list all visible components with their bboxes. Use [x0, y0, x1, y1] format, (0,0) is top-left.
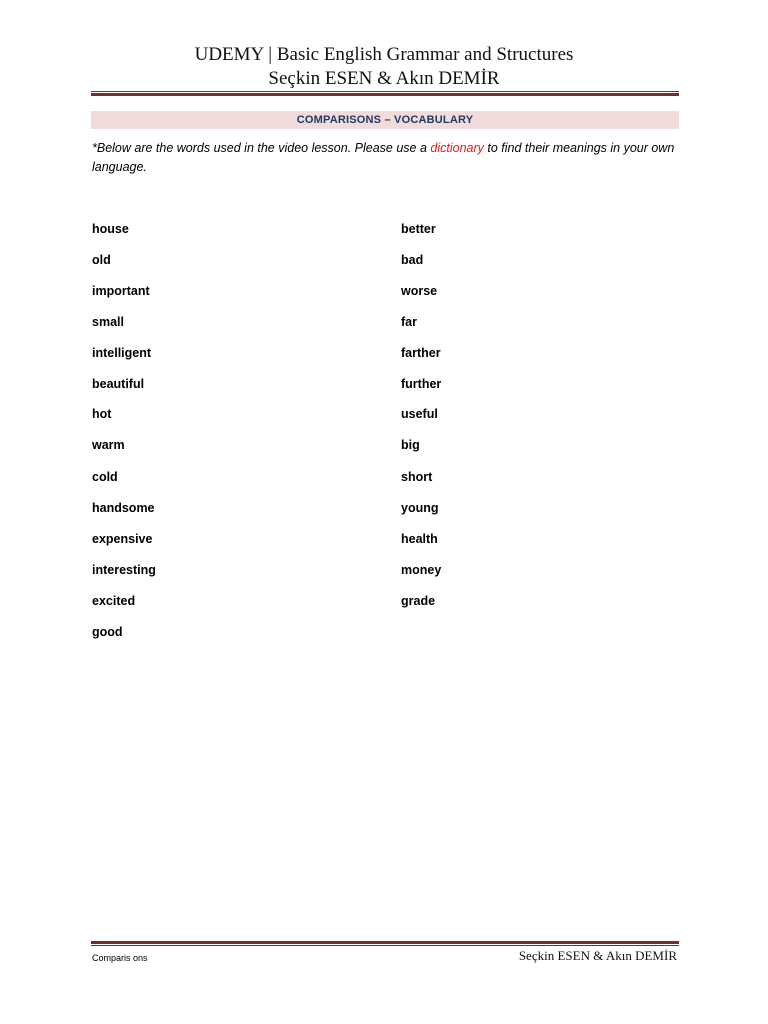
section-title: COMPARISONS – VOCABULARY: [91, 111, 679, 129]
footer-authors: Seçkin ESEN & Akın DEMİR: [518, 948, 677, 963]
vocab-word: good: [92, 625, 123, 639]
header-authors: Seçkin ESEN & Akın DEMİR: [268, 68, 500, 89]
footer-rule-thick: [91, 941, 679, 944]
vocab-word: old: [92, 253, 111, 267]
vocab-word: warm: [92, 438, 125, 452]
vocab-word: farther: [401, 346, 441, 360]
footer-section-name: Comparis ons: [92, 953, 148, 963]
vocab-word: big: [401, 438, 420, 452]
vocab-word: intelligent: [92, 346, 152, 360]
vocab-word: cold: [92, 470, 118, 484]
header-rule-thin: [91, 91, 679, 92]
intro-text-end: to find their meanings in your own language.: [92, 141, 675, 174]
vocab-word: bad: [401, 253, 424, 267]
vocab-word: short: [401, 470, 433, 484]
vocab-word: small: [92, 315, 124, 329]
vocab-word: worse: [401, 284, 438, 298]
vocab-word: house: [92, 222, 129, 236]
vocab-word: hot: [92, 407, 112, 421]
vocab-word: useful: [401, 407, 438, 421]
intro-text: [92, 139, 680, 177]
vocab-word: important: [92, 284, 150, 298]
vocab-word: interesting: [92, 563, 156, 577]
vocab-word: health: [401, 532, 438, 546]
intro-dictionary-highlight: dictionary: [430, 141, 484, 155]
vocab-word: expensive: [92, 532, 153, 546]
vocab-word: beautiful: [92, 377, 145, 391]
vocab-word: further: [401, 377, 442, 391]
intro-text-start: *Below are the words used in the video lesson. Please use a: [92, 141, 431, 155]
header-rule-thick: [91, 93, 679, 96]
vocab-word: far: [401, 315, 417, 329]
footer-rule-thin: [91, 945, 679, 946]
vocab-word: excited: [92, 594, 136, 608]
vocab-word: better: [401, 222, 436, 236]
header-course-title: UDEMY | Basic English Grammar and Structures: [194, 44, 574, 65]
vocab-word: handsome: [92, 501, 155, 515]
vocab-word: young: [401, 501, 439, 515]
vocab-word: money: [401, 563, 442, 577]
vocab-word: grade: [401, 594, 436, 608]
